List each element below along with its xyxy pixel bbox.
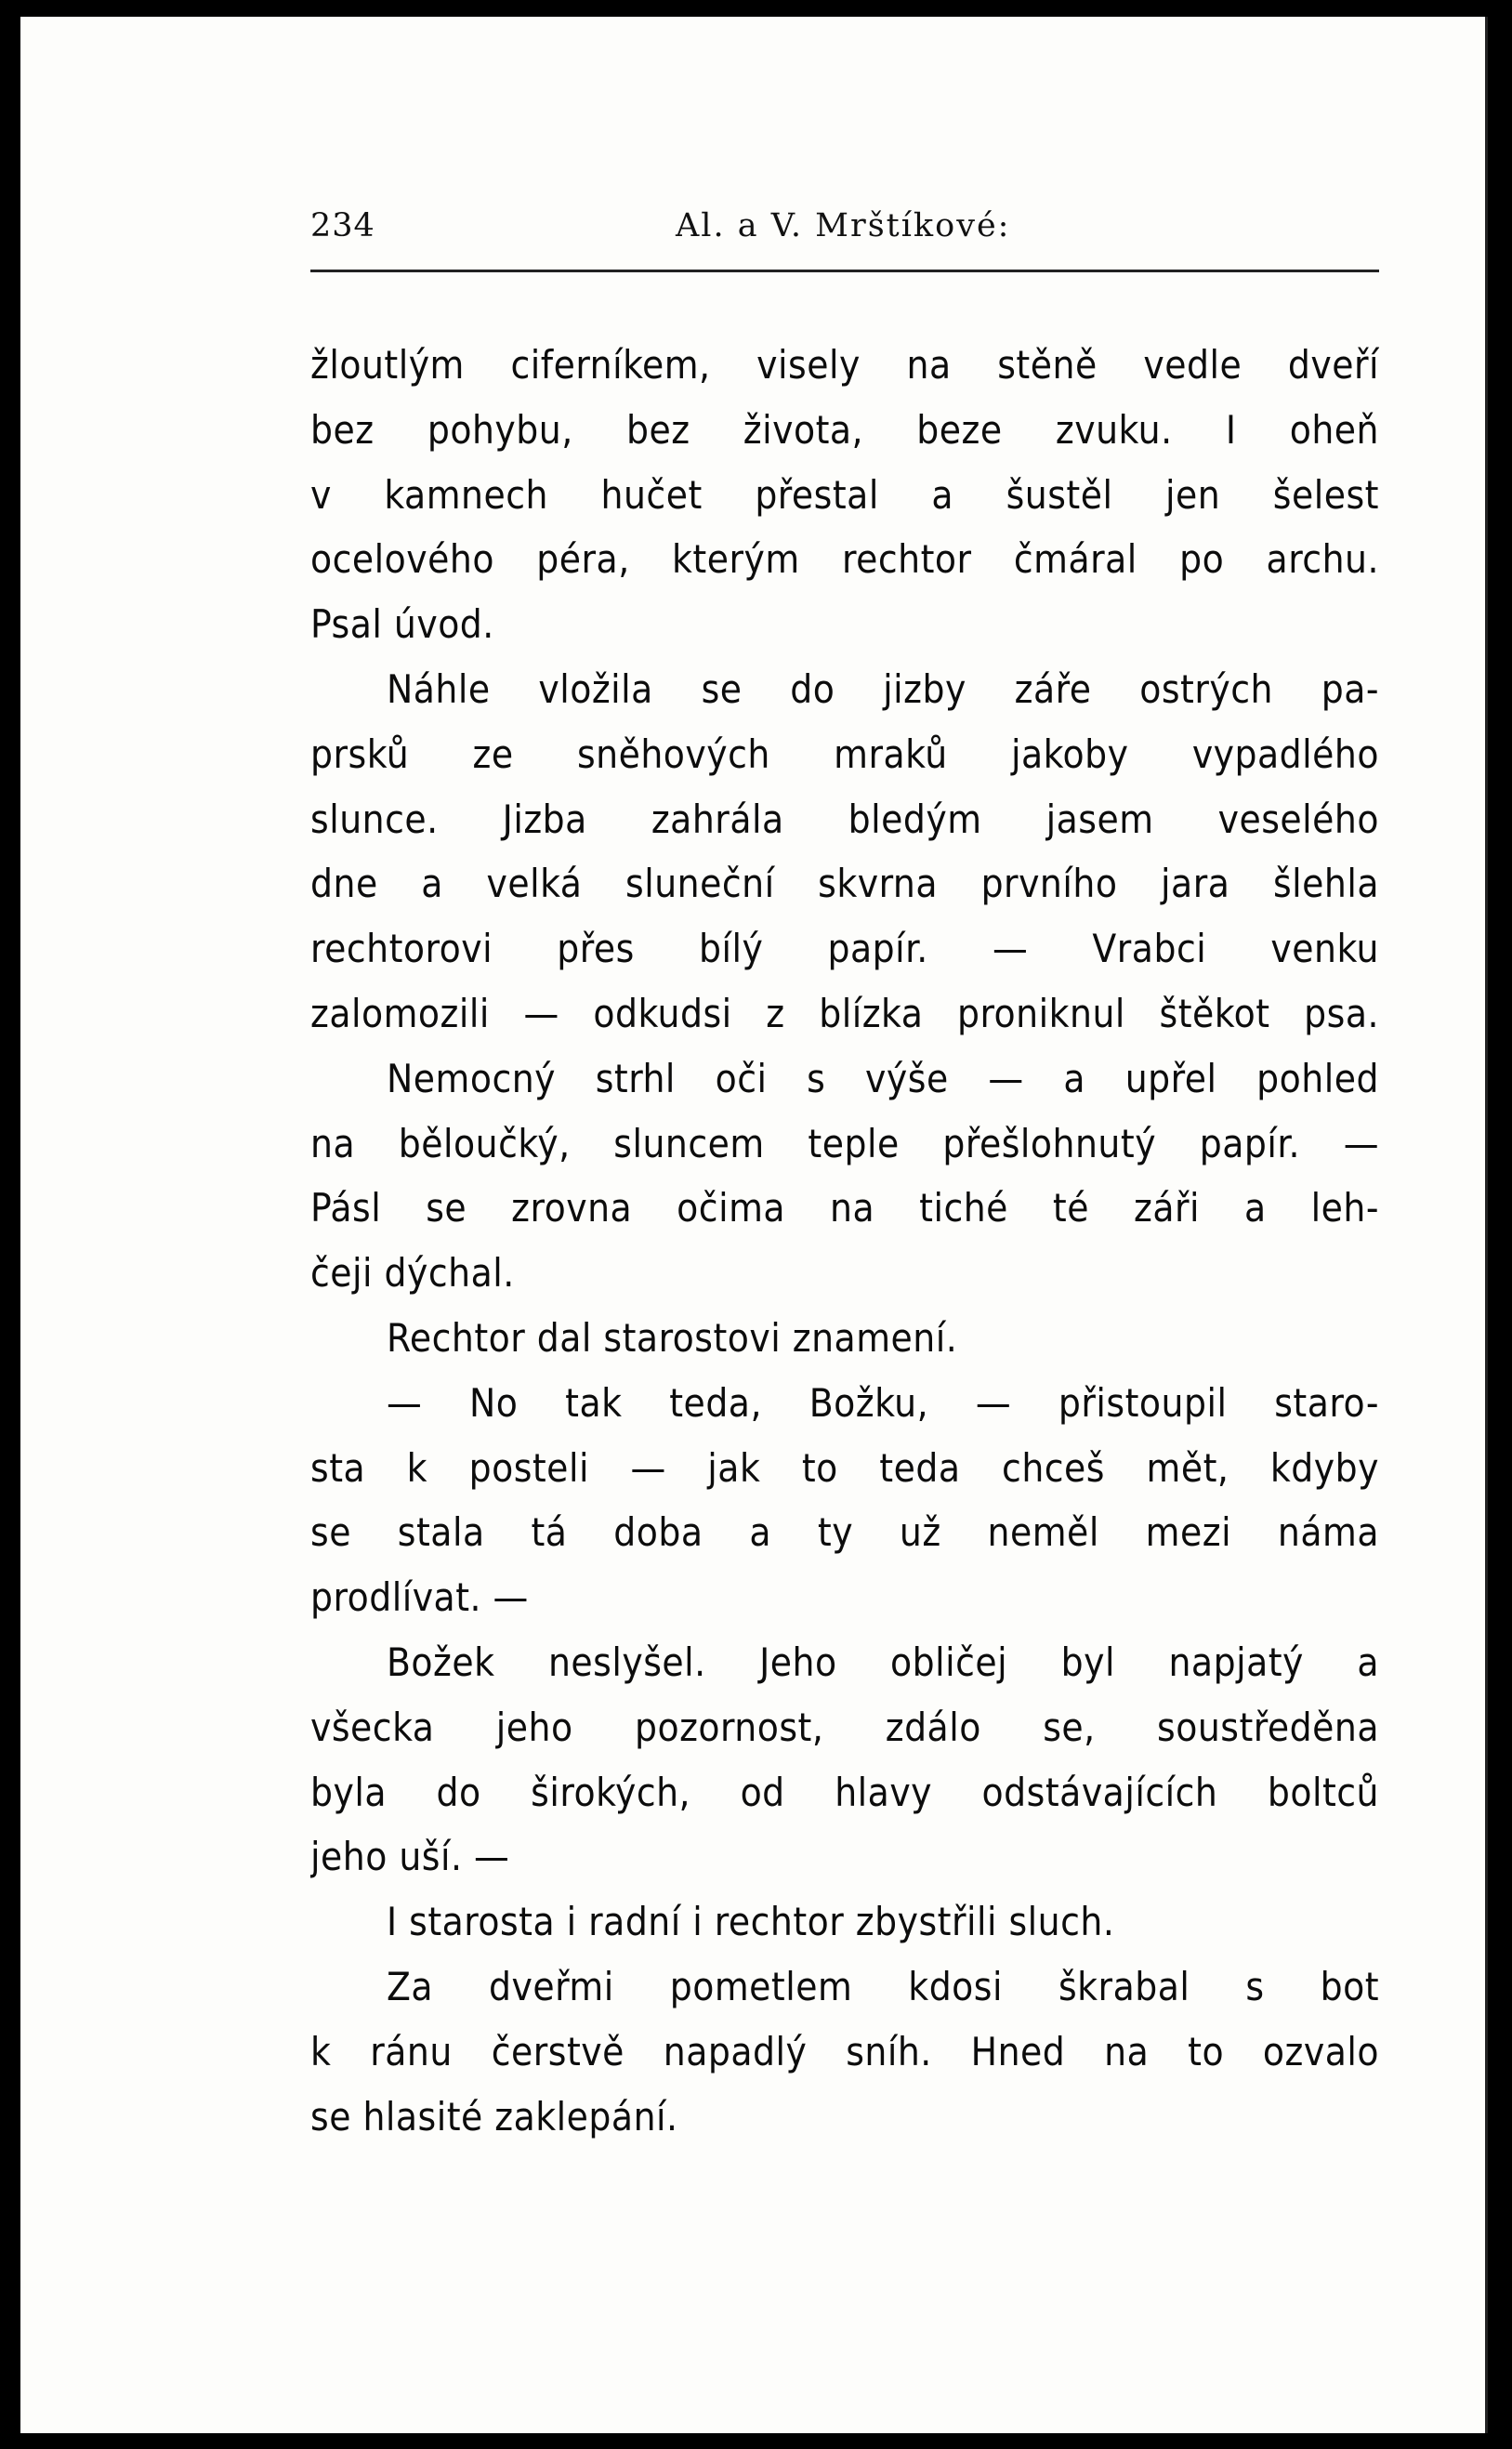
running-head: Al. a V. Mrštíkové: (676, 207, 1011, 244)
text-line: zalomozili — odkudsi z blízka proniknul štěkot psa. (310, 990, 1379, 1036)
text-line: v kamnech hučet přestal a šustěl jen šelest (310, 471, 1379, 518)
book-page (20, 17, 1488, 2433)
text-line: dne a velká sluneční skvrna prvního jara šlehla (310, 861, 1379, 907)
text-line: — No tak teda, Božku, — přistoupil staro- (387, 1379, 1379, 1426)
text-line: na běloučký, sluncem teple přešlohnutý papír. — (310, 1120, 1379, 1166)
text-line: prodlívat. — (310, 1574, 529, 1621)
text-line: Božek neslyšel. Jeho obličej byl napjatý a (387, 1639, 1379, 1685)
header-rule (310, 270, 1379, 272)
text-line: byla do širokých, od hlavy odstávajících boltců (310, 1769, 1379, 1815)
text-line: I starosta i radní i rechtor zbystřili sluch. (387, 1899, 1115, 1945)
text-line: žloutlým ciferníkem, visely na stěně vedle dveří (310, 342, 1379, 388)
text-line: k ránu čerstvě napadlý sníh. Hned na to ozvalo (310, 2028, 1379, 2074)
text-line: Nemocný strhl oči s výše — a upřel pohled (387, 1055, 1379, 1101)
text-line: se hlasité zaklepání. (310, 2093, 678, 2140)
text-line: Rechtor dal starostovi znamení. (387, 1314, 958, 1361)
text-line: čeji dýchal. (310, 1250, 515, 1297)
text-line: prsků ze sněhových mraků jakoby vypadlého (310, 731, 1379, 777)
text-line: všecka jeho pozornost, zdálo se, soustředěna (310, 1704, 1379, 1750)
text-line: ocelového péra, kterým rechtor čmáral po archu. (310, 536, 1379, 583)
text-line: sta k posteli — jak to teda chceš mět, kdyby (310, 1444, 1379, 1491)
text-line: Náhle vložila se do jizby záře ostrých pa- (387, 665, 1379, 712)
text-line: Za dveřmi pometlem kdosi škrabal s bot (387, 1963, 1379, 2009)
page-header (310, 207, 1379, 263)
text-line: Psal úvod. (310, 601, 494, 648)
text-line: jeho uší. — (310, 1834, 510, 1880)
text-line: slunce. Jizba zahrála bledým jasem veselého (310, 796, 1379, 842)
text-line: bez pohybu, bez života, beze zvuku. I oheň (310, 406, 1379, 453)
text-line: Pásl se zrovna očima na tiché té záři a leh- (310, 1185, 1379, 1231)
body-text (310, 333, 1379, 2149)
text-line: rechtorovi přes bílý papír. — Vrabci venku (310, 926, 1379, 972)
text-line: se stala tá doba a ty už neměl mezi náma (310, 1509, 1379, 1556)
page-number: 234 (310, 207, 375, 244)
